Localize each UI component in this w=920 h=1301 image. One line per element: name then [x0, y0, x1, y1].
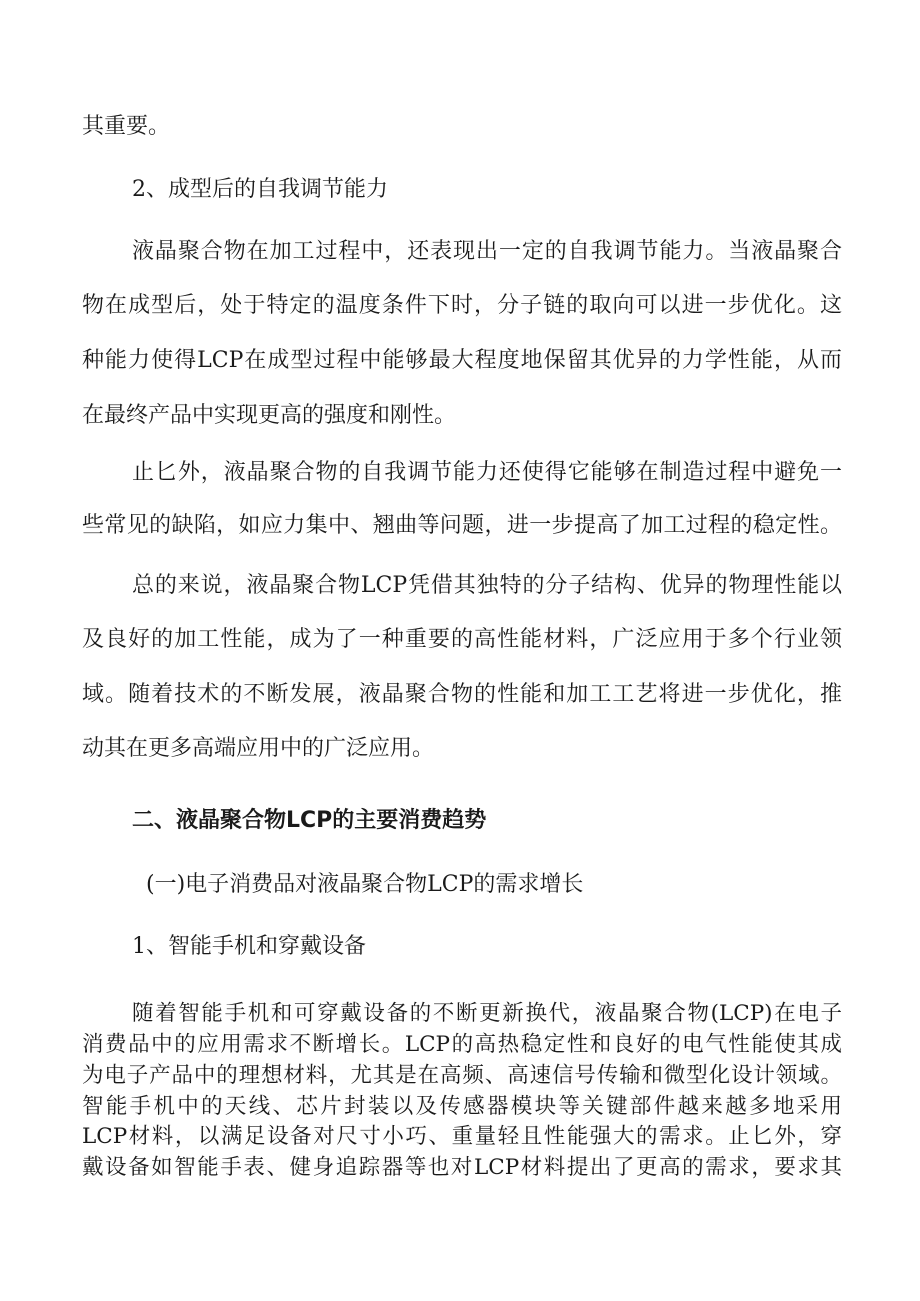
paragraph-line: 动其在更多高端应用中的广泛应用。 — [82, 736, 435, 761]
subsection-heading: (一)电子消费品对液晶聚合物LCP的需求增长 — [146, 872, 584, 897]
paragraph-line: 随着智能手机和可穿戴设备的不断更新换代，液晶聚合物(LCP)在电子 — [132, 1001, 842, 1026]
paragraph-line: 总的来说，液晶聚合物LCP凭借其独特的分子结构、优异的物理性能以 — [132, 573, 842, 598]
paragraph-line: 消费品中的应用需求不断增长。LCP的高热稳定性和良好的电气性能使其成 — [82, 1032, 842, 1057]
paragraph-line: 及良好的加工性能，成为了一种重要的高性能材料，广泛应用于多个行业领 — [82, 627, 842, 652]
chapter-heading: 二、液晶聚合物LCP的主要消费趋势 — [132, 808, 487, 833]
item-heading: 1、智能手机和穿戴设备 — [132, 934, 366, 959]
paragraph-line: LCP材料，以满足设备对尺寸小巧、重量轻且性能强大的需求。止匕外，穿 — [82, 1124, 842, 1149]
paragraph-line: 止匕外，液晶聚合物的自我调节能力还使得它能够在制造过程中避免一 — [132, 460, 842, 485]
paragraph-line: 戴设备如智能手表、健身追踪器等也对LCP材料提出了更高的需求，要求其 — [82, 1155, 842, 1180]
paragraph-line: 物在成型后，处于特定的温度条件下时，分子链的取向可以进一步优化。这 — [82, 293, 842, 318]
paragraph-line: 为电子产品中的理想材料，尤其是在高频、高速信号传输和微型化设计领域。 — [82, 1063, 842, 1088]
paragraph-line: 种能力使得LCP在成型过程中能够最大程度地保留其优异的力学性能，从而 — [82, 348, 842, 373]
paragraph-line: 在最终产品中实现更高的强度和刚性。 — [82, 403, 457, 428]
paragraph-line: 液晶聚合物在加工过程中，还表现出一定的自我调节能力。当液晶聚合 — [132, 239, 842, 264]
paragraph-line: 其重要。 — [82, 114, 171, 139]
paragraph-line: 域。随着技术的不断发展，液晶聚合物的性能和加工工艺将进一步优化，推 — [82, 682, 842, 707]
section-heading: 2、成型后的自我调节能力 — [132, 177, 388, 202]
paragraph-line: 智能手机中的天线、芯片封装以及传感器模块等关键部件越来越多地采用 — [82, 1094, 842, 1119]
paragraph-line: 些常见的缺陷，如应力集中、翘曲等问题，进一步提高了加工过程的稳定性。 — [82, 513, 842, 538]
